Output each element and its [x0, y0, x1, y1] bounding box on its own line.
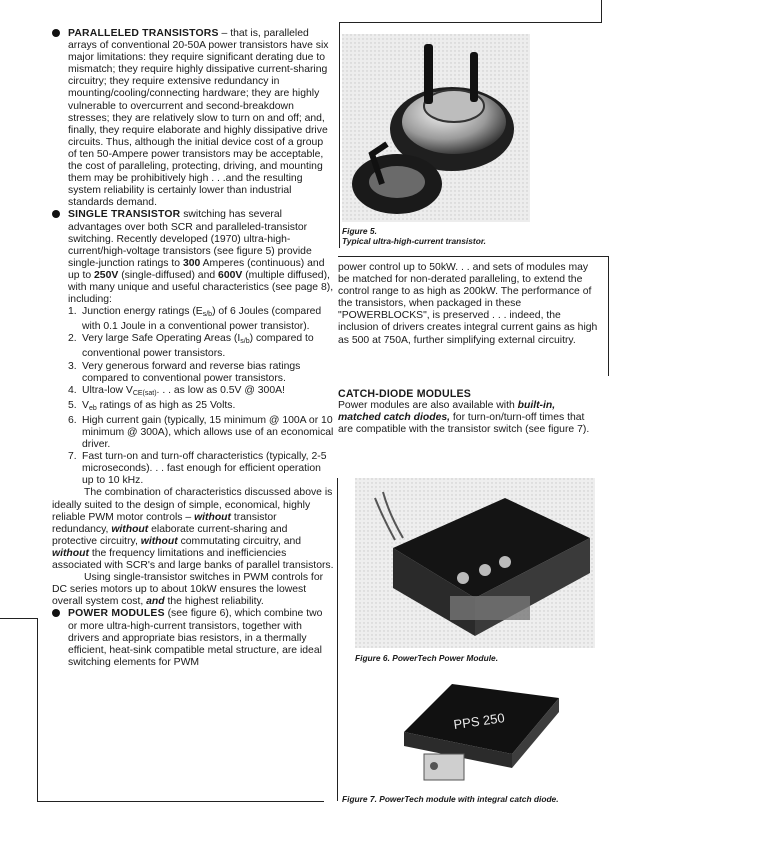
bullet-dot — [52, 29, 60, 37]
subscript: s/b — [240, 338, 250, 346]
list-number: 7. — [68, 451, 77, 463]
list-item — [52, 400, 334, 415]
rule-top-right-vertical — [601, 0, 602, 22]
list-text: Very large Safe Operating Areas (I — [82, 333, 241, 345]
section-heading: CATCH-DIODE MODULES — [338, 388, 472, 400]
emphasis-without: without — [111, 523, 149, 535]
bullet-heading: SINGLE TRANSISTOR — [68, 209, 181, 221]
list-item — [52, 451, 334, 487]
paragraph-text: Power modules are also available with — [338, 400, 515, 412]
paragraph-text: for turn-on/turn-off times that are compatible with the transistor switch (see figure 7). — [338, 412, 590, 436]
right-column-continuation — [338, 262, 600, 347]
figure-6-photo — [355, 478, 595, 648]
emphasis-without: without — [52, 547, 89, 559]
emphasis-value: 250V — [94, 269, 119, 281]
catch-diode-section — [338, 388, 600, 436]
rule-left-margin-tick — [0, 618, 38, 619]
list-text: High current gain (typically, 15 minimum @ 100A or 10 minimum @ 300A), which allows use of an economical driver. — [82, 414, 334, 451]
list-text: Junction energy ratings (E — [82, 306, 203, 318]
subscript: eb — [88, 404, 97, 412]
paragraph-catch-diode — [338, 400, 600, 436]
list-item — [52, 385, 334, 400]
device-label: PPS 250 — [452, 710, 506, 733]
paragraph-text: the frequency limitations and inefficiencies associated with SCR's and large banks of parallel transistors. — [52, 547, 334, 572]
list-text: Ultra-low V — [82, 384, 133, 396]
characteristics-list — [52, 306, 334, 487]
list-text: ) compared to conventional power transistors. — [82, 333, 314, 360]
rule-left-col-bottom — [37, 801, 324, 802]
list-number: 2. — [68, 333, 77, 345]
emphasis-and: and — [146, 596, 165, 608]
paragraph-text: commutating circuitry, and — [180, 535, 302, 547]
bullet-text: – that is, paralleled arrays of conventional 20-50A power transistors have six major limitations: they require significant derating due to mismatch; they require highly dissipative current-sharing circuitry; they require extensive redundancy in mounting/cooling/connecting hardware; they are highly vulnerable to overcurrent and second-breakdown stresses; they are relatively slow to turn on and off; and, finally, they require elaborate and highly dissipative drive circuits. Thus, although the initial device cost of a group of ten 50-Ampere power transistors may be acceptable, the cost of paralleling, protecting, driving, and mounting them may be prohibitively high . . .and the resulting system reliability is certainly lower than industrial standards demand. — [68, 28, 329, 209]
emphasis-without: without — [140, 535, 178, 547]
paragraph-text: the highest reliability. — [167, 596, 264, 608]
list-item — [52, 306, 334, 333]
bullet-heading: POWER MODULES — [68, 608, 165, 620]
emphasis-value: 300 — [182, 257, 201, 269]
bullet-power-modules — [52, 608, 334, 668]
emphasis-value: 600V — [218, 269, 243, 281]
catch-diode-module-image — [394, 670, 566, 786]
emphasis-without: without — [194, 511, 231, 523]
bullet-heading: PARALLELED TRANSISTORS — [68, 28, 219, 39]
list-text: . . . as low as 0.5V @ 300A! — [156, 384, 285, 396]
list-number: 3. — [68, 360, 77, 372]
figure-7-caption: Figure 7. PowerTech module with integral catch diode. — [342, 794, 559, 804]
paragraph-combination — [52, 487, 334, 572]
paragraph-single-transistor-switches — [52, 572, 334, 608]
paragraph-text: transistor redundancy, — [52, 511, 277, 535]
figure-5-label: Figure 5. — [342, 226, 377, 236]
list-number: 5. — [68, 399, 77, 411]
list-text: V — [82, 399, 89, 411]
rule-continue-right — [608, 256, 609, 376]
paragraph-text: The combination of characteristics discussed above is ideally suited to the design of simple, economical, highly reliable PWM motor controls – — [52, 487, 333, 523]
list-number: 4. — [68, 384, 77, 396]
paragraph-text: Amperes (continuous) and up to — [68, 257, 325, 281]
bullet-single-transistor — [52, 209, 334, 306]
figure-7-photo — [394, 670, 566, 786]
list-text: ratings of as high as 25 Volts. — [96, 399, 236, 411]
paragraph-text: switching has several advantages over both SCR and paralleled-transistor switching. Recently developed (1970) ultra-high-current/high-voltage transistors (see figure 5) provide single-junction ratings to — [68, 209, 312, 269]
bullet-dot — [52, 609, 60, 617]
paragraph-text: elaborate current-sharing and protective circuitry, — [52, 523, 288, 547]
rule-left-col-vertical — [37, 618, 38, 802]
transistor-image — [342, 34, 530, 222]
rule-top-right-horizontal — [340, 22, 602, 23]
figure-5-photo — [342, 34, 530, 222]
list-text: Fast turn-on and turn-off characteristics (typically, 2-5 microseconds). . . fast enough for efficient operation up to 10 kHz. — [82, 451, 327, 487]
rule-continue-top — [338, 256, 609, 257]
left-column — [52, 28, 334, 669]
list-text: ) of 6 Joules (compared with 0.1 Joule in a conventional power transistor). — [82, 306, 322, 333]
figure-5-caption: Typical ultra-high-current transistor. — [342, 236, 486, 246]
bullet-dot — [52, 210, 60, 218]
paragraph-continuation: power control up to 50kW. . . and sets of modules may be matched for non-derated paralleling, to extend the control range to as high as 200kW. The performance of the transistors, when packaged in these "POWERBLOCKS", is preserved . . . indeed, the inclusion of drivers creates integral current gains as high as 500 at 750A, further simplifying external circuitry. — [338, 262, 598, 346]
list-number: 1. — [68, 306, 77, 318]
paragraph-text: Using single-transistor switches in PWM controls for DC series motors up to about 10kW ensures the lowest overall system cost, — [52, 572, 324, 608]
rule-fig7-left — [337, 478, 338, 801]
emphasis-text: built-in, matched catch diodes, — [338, 400, 556, 424]
paragraph-text: (multiple diffused), with many unique and useful characteristics (see page 8), including: — [68, 269, 334, 306]
rule-fig5-left-vertical — [339, 22, 340, 248]
list-item — [52, 415, 334, 451]
bullet-paralleled-transistors — [52, 28, 334, 209]
list-item — [52, 361, 334, 385]
list-text: Very generous forward and reverse bias ratings compared to conventional power transistors. — [82, 360, 301, 384]
paragraph-text: (single-diffused) and — [121, 269, 216, 281]
power-module-image — [355, 478, 595, 648]
subscript: s/b — [202, 311, 213, 319]
figure-6-caption: Figure 6. PowerTech Power Module. — [355, 653, 499, 663]
list-item — [52, 333, 334, 360]
bullet-text: (see figure 6), which combine two or more ultra-high-current transistors, together with drivers and appropriate bias resistors, in a thermally efficient, heat-sink compatible metal structure, are ideal switching elements for PWM — [68, 608, 323, 668]
list-number: 6. — [68, 414, 77, 426]
subscript: CE(sat) — [132, 389, 157, 397]
